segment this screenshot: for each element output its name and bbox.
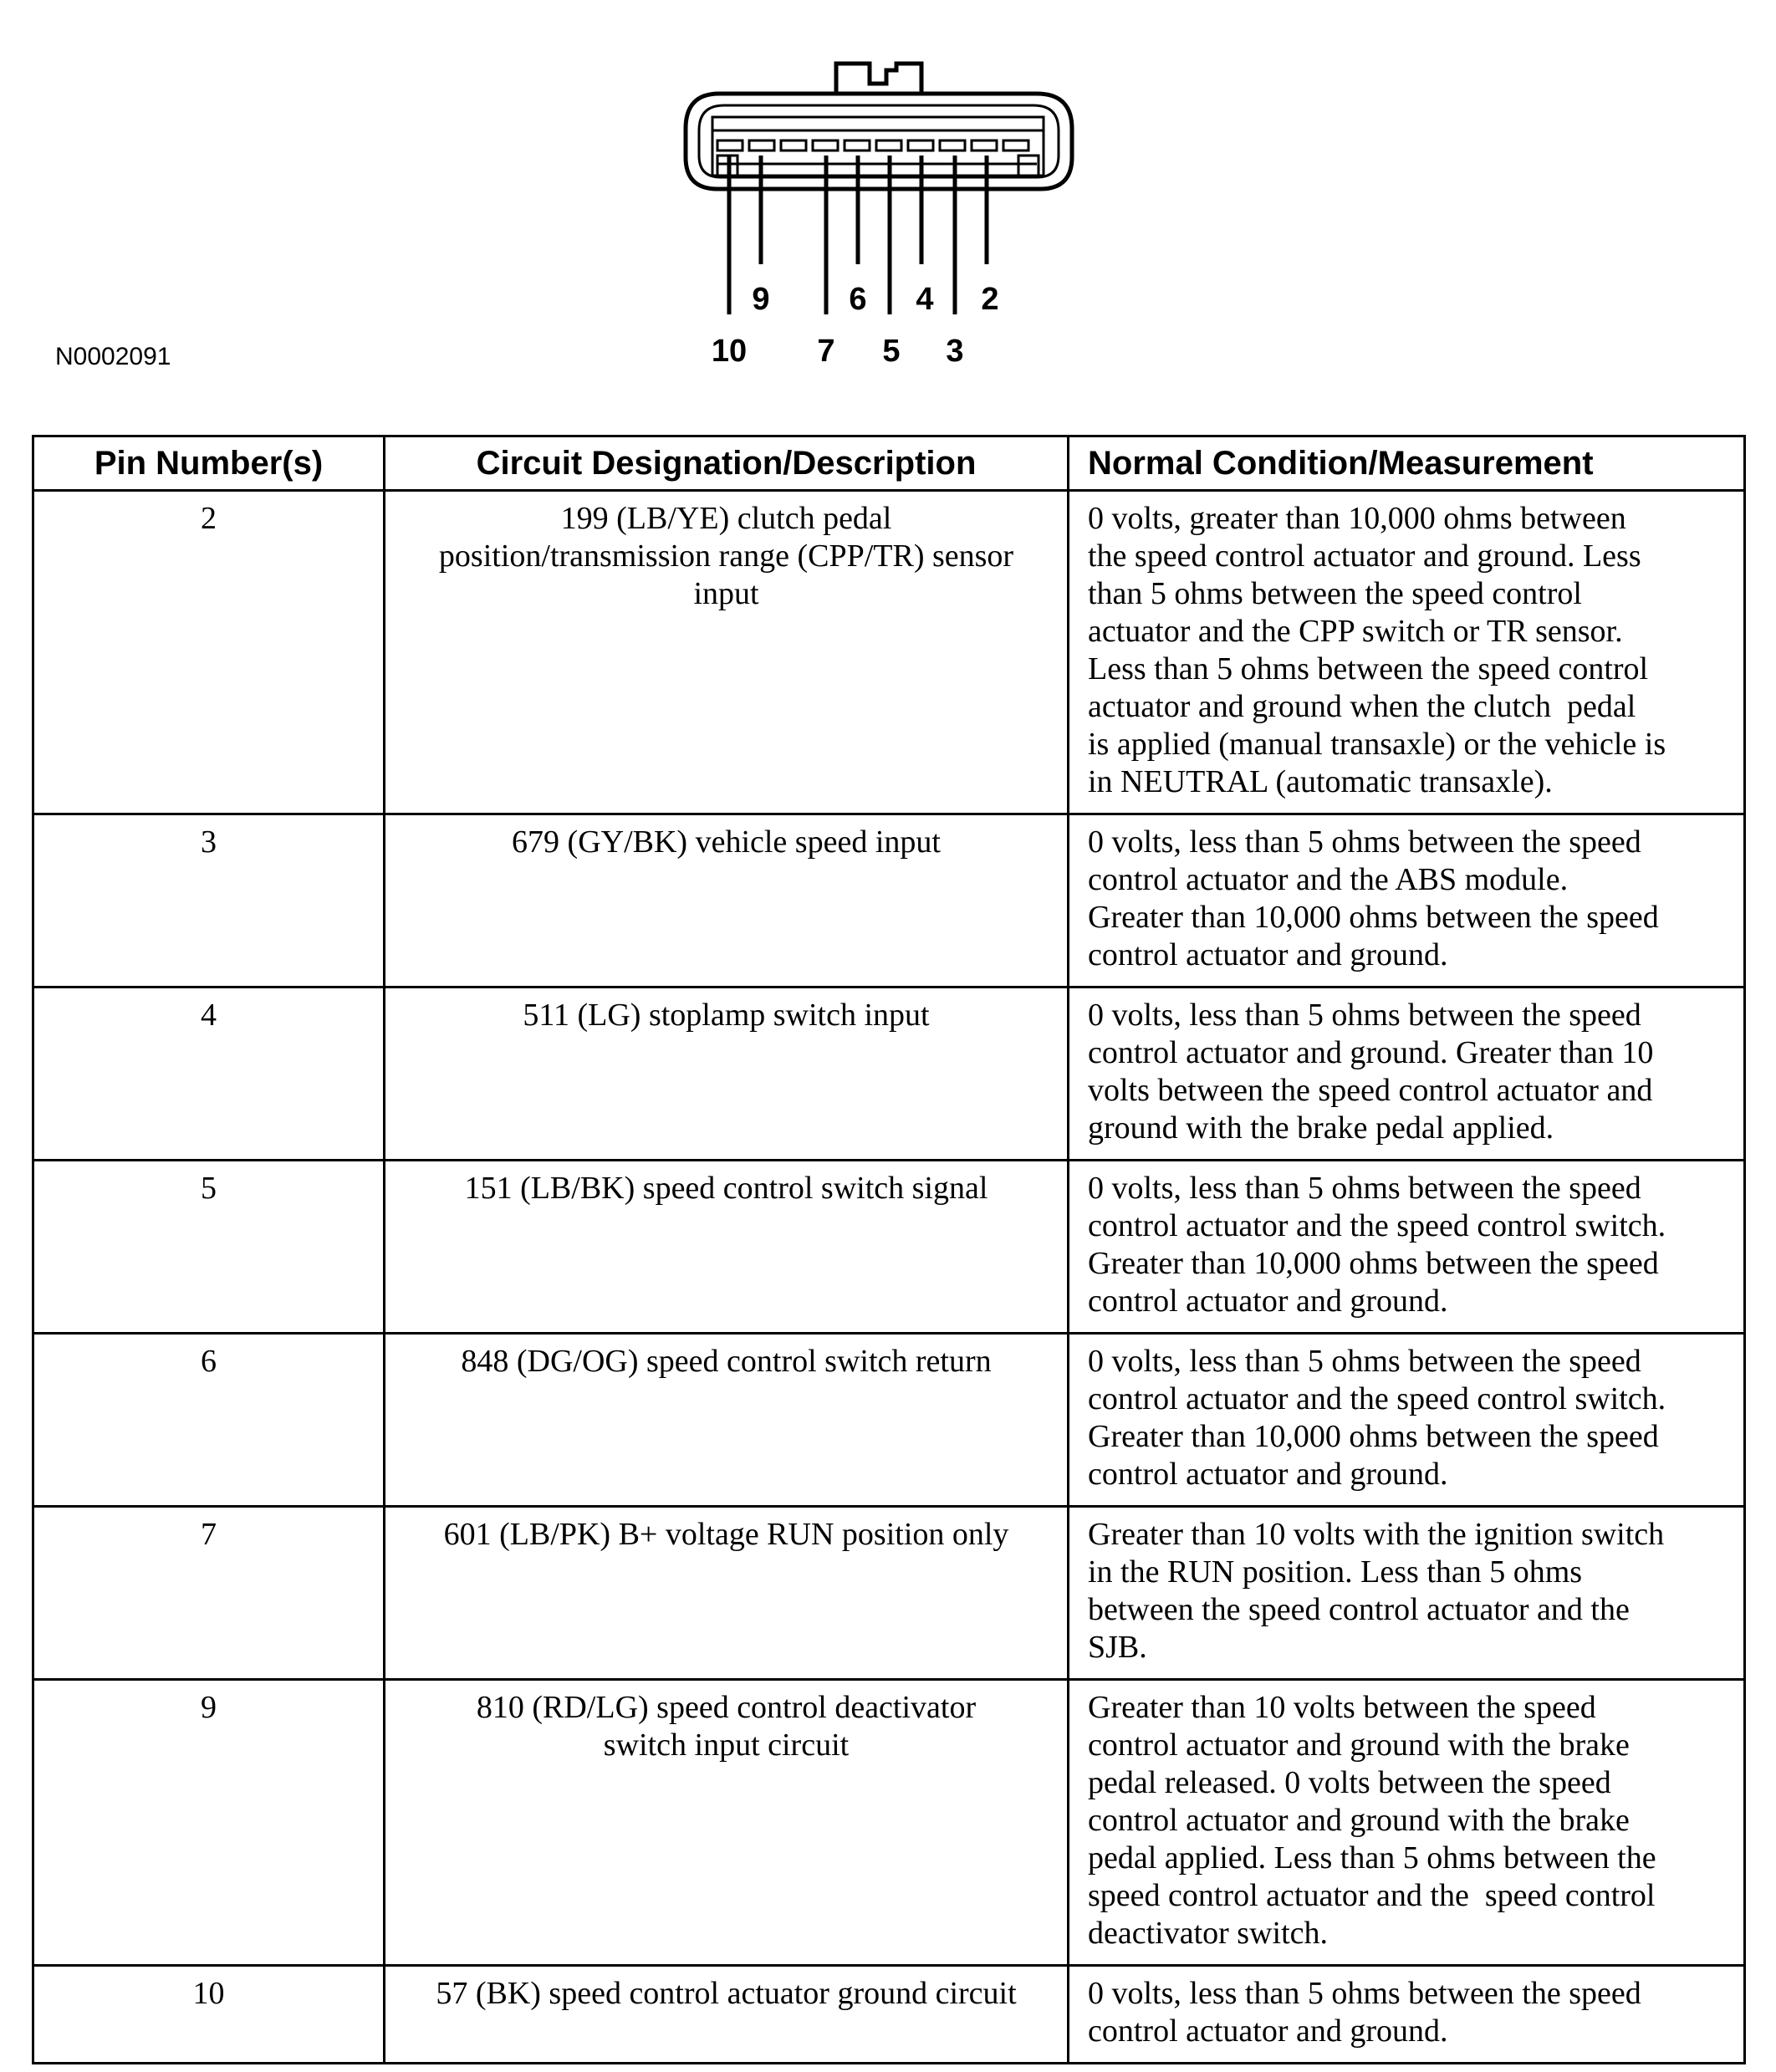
condition-cell: 0 volts, less than 5 ohms between the speed control actuator and ground. Greater than 10 volts between the speed control actuator and ground with the brake pedal applied. bbox=[1069, 988, 1745, 1161]
pin-label-2: 2 bbox=[981, 282, 999, 317]
circuit-cell: 57 (BK) speed control actuator ground circuit bbox=[385, 1966, 1069, 2064]
terminal bbox=[1003, 140, 1028, 151]
condition-cell: 0 volts, less than 5 ohms between the speed control actuator and the speed control switch. Greater than 10,000 ohms between the speed control actuator and ground. bbox=[1069, 1161, 1745, 1334]
table-row bbox=[33, 988, 1745, 1161]
terminal bbox=[813, 140, 838, 151]
pin-label-7: 7 bbox=[817, 334, 835, 369]
pin-cell: 9 bbox=[33, 1680, 385, 1966]
pin-cell: 10 bbox=[33, 1966, 385, 2064]
pin-cell: 3 bbox=[33, 814, 385, 988]
circuit-cell: 848 (DG/OG) speed control switch return bbox=[385, 1334, 1069, 1507]
circuit-cell: 679 (GY/BK) vehicle speed input bbox=[385, 814, 1069, 988]
pin-cell: 6 bbox=[33, 1334, 385, 1507]
table-row bbox=[33, 491, 1745, 814]
table-row bbox=[33, 1507, 1745, 1680]
terminal bbox=[717, 140, 743, 151]
connector-diagram bbox=[0, 0, 1776, 418]
pin-label-6: 6 bbox=[849, 282, 867, 317]
condition-cell: 0 volts, less than 5 ohms between the speed control actuator and the speed control switch. Greater than 10,000 ohms between the speed control actuator and ground. bbox=[1069, 1334, 1745, 1507]
table-row bbox=[33, 1966, 1745, 2064]
circuit-cell: 810 (RD/LG) speed control deactivator switch input circuit bbox=[385, 1680, 1069, 1966]
pin-cell: 5 bbox=[33, 1161, 385, 1334]
circuit-cell: 199 (LB/YE) clutch pedal position/transmission range (CPP/TR) sensor input bbox=[385, 491, 1069, 814]
terminal bbox=[908, 140, 933, 151]
connector-lock-tab bbox=[836, 64, 921, 94]
pin-label-9: 9 bbox=[752, 282, 770, 317]
terminal bbox=[781, 140, 806, 151]
pin-label-10: 10 bbox=[711, 334, 748, 369]
terminal bbox=[972, 140, 997, 151]
pin-cell: 4 bbox=[33, 988, 385, 1161]
circuit-cell: 601 (LB/PK) B+ voltage RUN position only bbox=[385, 1507, 1069, 1680]
condition-cell: 0 volts, less than 5 ohms between the speed control actuator and ground. bbox=[1069, 1966, 1745, 2064]
table-header-row bbox=[33, 436, 1745, 491]
pin-label-4: 4 bbox=[916, 282, 934, 317]
terminal bbox=[749, 140, 774, 151]
terminal-row bbox=[717, 140, 1039, 176]
table-row bbox=[33, 1161, 1745, 1334]
pin-label-3: 3 bbox=[946, 334, 964, 369]
pin-cell: 7 bbox=[33, 1507, 385, 1680]
terminal bbox=[845, 140, 870, 151]
circuit-cell: 151 (LB/BK) speed control switch signal bbox=[385, 1161, 1069, 1334]
terminal-key-right bbox=[1018, 156, 1039, 176]
condition-cell: Greater than 10 volts with the ignition switch in the RUN position. Less than 5 ohms between the speed control actuator and the SJB. bbox=[1069, 1507, 1745, 1680]
terminal bbox=[940, 140, 965, 151]
pin-label-5: 5 bbox=[882, 334, 901, 369]
pin-cell: 2 bbox=[33, 491, 385, 814]
table-row bbox=[33, 1680, 1745, 1966]
terminal bbox=[876, 140, 901, 151]
figure-code: N0002091 bbox=[55, 343, 171, 370]
table-row bbox=[33, 814, 1745, 988]
condition-cell: Greater than 10 volts between the speed control actuator and ground with the brake pedal released. 0 volts between the speed control actuator and ground with the brake pedal applied. Less than 5 ohms between the speed control actuator and the speed control deactivator switch. bbox=[1069, 1680, 1745, 1966]
pin-table bbox=[32, 435, 1746, 2064]
condition-cell: 0 volts, less than 5 ohms between the speed control actuator and the ABS module. Greater than 10,000 ohms between the speed control actuator and ground. bbox=[1069, 814, 1745, 988]
header-circuit-designation: Circuit Designation/Description bbox=[385, 436, 1069, 491]
circuit-cell: 511 (LG) stoplamp switch input bbox=[385, 988, 1069, 1161]
header-normal-condition: Normal Condition/Measurement bbox=[1069, 436, 1745, 491]
header-pin-numbers: Pin Number(s) bbox=[33, 436, 385, 491]
condition-cell: 0 volts, greater than 10,000 ohms between the speed control actuator and ground. Less than 5 ohms between the speed control actuator and the CPP switch or TR sensor. Less than 5 ohms between the speed control actuator and ground when the clutch pedal is applied (manual transaxle) or the vehicle is in NEUTRAL (automatic transaxle). bbox=[1069, 491, 1745, 814]
table-row bbox=[33, 1334, 1745, 1507]
